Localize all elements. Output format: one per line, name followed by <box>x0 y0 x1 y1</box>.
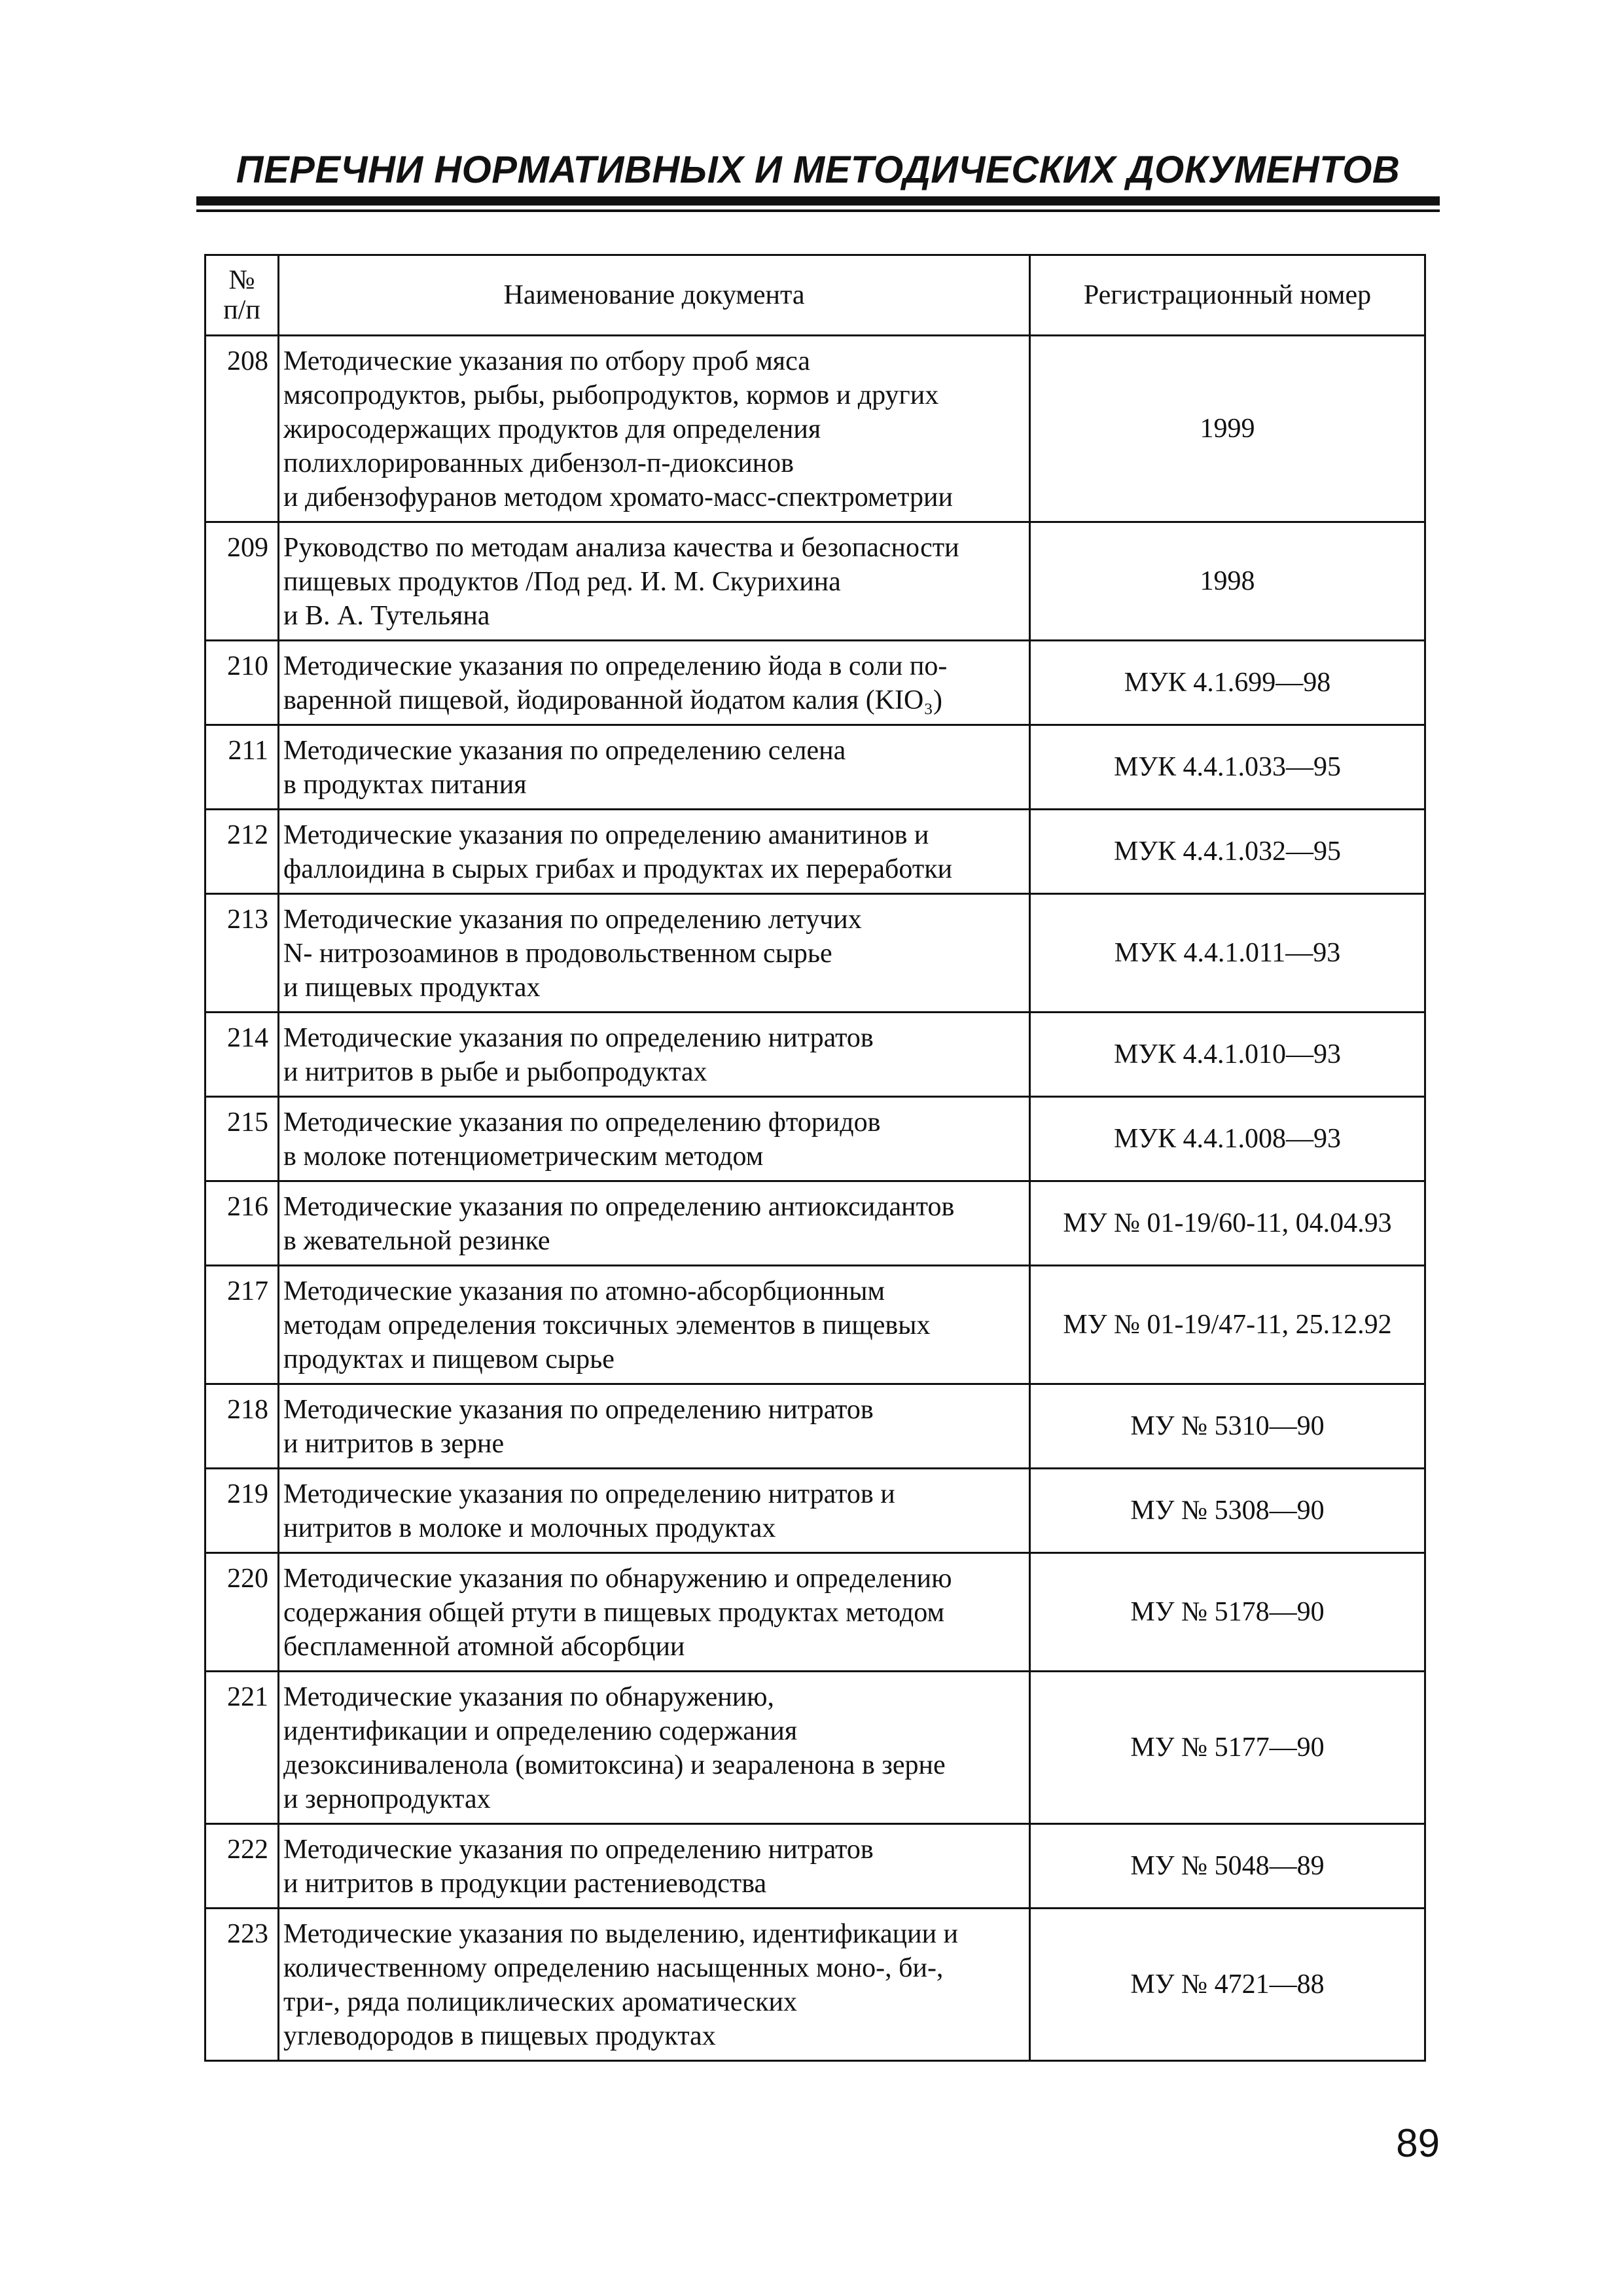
registration-number: МУК 4.1.699—98 <box>1030 641 1425 725</box>
column-header-name: Наименование документа <box>279 255 1030 336</box>
registration-number: МУ № 5177—90 <box>1030 1672 1425 1824</box>
row-number: 219 <box>205 1469 279 1553</box>
column-header-number-line2: п/п <box>223 295 260 325</box>
registration-number: МУК 4.4.1.010—93 <box>1030 1013 1425 1097</box>
table-row <box>205 1384 1425 1469</box>
table-row <box>205 810 1425 894</box>
row-number: 214 <box>205 1013 279 1097</box>
row-number: 221 <box>205 1672 279 1824</box>
document-name: Руководство по методам анализа качества и безопасности пищевых продуктов /Под ред. И. М. Скурихина и В. А. Тутельяна <box>279 522 1030 641</box>
column-header-number <box>205 255 279 336</box>
row-number: 216 <box>205 1181 279 1266</box>
page-number: 89 <box>1396 2121 1440 2165</box>
document-name: Методические указания по определению летучих N- нитрозоаминов в продовольственном сырье и пищевых продуктах <box>279 894 1030 1013</box>
table-row <box>205 1553 1425 1672</box>
documents-table <box>204 254 1426 2062</box>
document-name: Методические указания по определению антиоксидантов в жевательной резинке <box>279 1181 1030 1266</box>
page-title: ПЕРЕЧНИ НОРМАТИВНЫХ И МЕТОДИЧЕСКИХ ДОКУМЕНТОВ <box>236 149 1400 191</box>
document-name: Методические указания по определению аманитинов и фаллоидина в сырых грибах и продуктах их переработки <box>279 810 1030 894</box>
row-number: 217 <box>205 1266 279 1384</box>
row-number: 222 <box>205 1824 279 1909</box>
document-name: Методические указания по определению нитратов и нитритов в рыбе и рыбопродуктах <box>279 1013 1030 1097</box>
row-number: 209 <box>205 522 279 641</box>
registration-number: МУ № 01-19/47-11, 25.12.92 <box>1030 1266 1425 1384</box>
registration-number: МУК 4.4.1.033—95 <box>1030 725 1425 810</box>
table-row <box>205 1824 1425 1909</box>
table-row <box>205 1097 1425 1181</box>
table-header-row <box>205 255 1425 336</box>
document-name: Методические указания по определению йода в соли по- варенной пищевой, йодированной йодатом калия (KIO₃) <box>279 641 1030 725</box>
column-header-number-line1: № <box>228 265 255 295</box>
document-name: Методические указания по обнаружению и определению содержания общей ртути в пищевых продуктах методом беспламенной атомной абсорбции <box>279 1553 1030 1672</box>
header-rule-thin <box>196 209 1440 212</box>
table-row <box>205 725 1425 810</box>
registration-number: МУ № 5308—90 <box>1030 1469 1425 1553</box>
document-name: Методические указания по определению селена в продуктах питания <box>279 725 1030 810</box>
table-row <box>205 1909 1425 2061</box>
row-number: 223 <box>205 1909 279 2061</box>
table-row <box>205 1672 1425 1824</box>
document-name: Методические указания по определению нитратов и нитритов в зерне <box>279 1384 1030 1469</box>
document-name: Методические указания по атомно-абсорбционным методам определения токсичных элементов в пищевых продуктах и пищевом сырье <box>279 1266 1030 1384</box>
table-row <box>205 522 1425 641</box>
header-rule <box>196 196 1440 206</box>
registration-number: МУ № 01-19/60-11, 04.04.93 <box>1030 1181 1425 1266</box>
document-name: Методические указания по обнаружению, идентификации и определению содержания дезоксиниваленола (вомитоксина) и зеараленона в зерне и зернопродуктах <box>279 1672 1030 1824</box>
row-number: 218 <box>205 1384 279 1469</box>
document-name: Методические указания по определению нитратов и нитритов в продукции растениеводства <box>279 1824 1030 1909</box>
table-row <box>205 1181 1425 1266</box>
table-row <box>205 1013 1425 1097</box>
document-name: Методические указания по определению нитратов и нитритов в молоке и молочных продуктах <box>279 1469 1030 1553</box>
registration-number: МУ № 5048—89 <box>1030 1824 1425 1909</box>
registration-number: МУК 4.4.1.032—95 <box>1030 810 1425 894</box>
row-number: 210 <box>205 641 279 725</box>
document-name: Методические указания по отбору проб мяса мясопродуктов, рыбы, рыбопродуктов, кормов и других жиросодержащих продуктов для определения полихлорированных дибензол-п-диоксинов и дибензофуранов методом хромато-масс-спектрометрии <box>279 336 1030 522</box>
registration-number: МУК 4.4.1.008—93 <box>1030 1097 1425 1181</box>
registration-number: 1999 <box>1030 336 1425 522</box>
row-number: 220 <box>205 1553 279 1672</box>
registration-number: 1998 <box>1030 522 1425 641</box>
table-row <box>205 1266 1425 1384</box>
table-row <box>205 336 1425 522</box>
registration-number: МУК 4.4.1.011—93 <box>1030 894 1425 1013</box>
table-row <box>205 894 1425 1013</box>
row-number: 211 <box>205 725 279 810</box>
row-number: 215 <box>205 1097 279 1181</box>
table-row <box>205 1469 1425 1553</box>
row-number: 212 <box>205 810 279 894</box>
document-name: Методические указания по определению фторидов в молоке потенциометрическим методом <box>279 1097 1030 1181</box>
table-row <box>205 641 1425 725</box>
column-header-reg: Регистрационный номер <box>1030 255 1425 336</box>
registration-number: МУ № 5178—90 <box>1030 1553 1425 1672</box>
registration-number: МУ № 5310—90 <box>1030 1384 1425 1469</box>
row-number: 213 <box>205 894 279 1013</box>
registration-number: МУ № 4721—88 <box>1030 1909 1425 2061</box>
row-number: 208 <box>205 336 279 522</box>
document-name: Методические указания по выделению, идентификации и количественному определению насыщенных моно-, би-, три-, ряда полициклических ароматических углеводородов в пищевых продуктах <box>279 1909 1030 2061</box>
